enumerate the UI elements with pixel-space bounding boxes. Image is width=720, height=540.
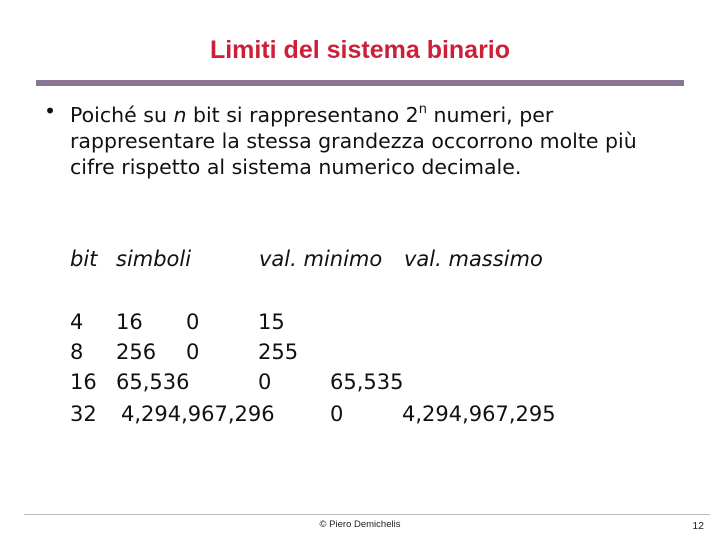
table-cell-max: 4,294,967,295 <box>402 402 556 426</box>
table-cell-max: 15 <box>258 310 285 334</box>
bullet-variable-n: n <box>173 102 187 127</box>
title-divider <box>36 80 684 86</box>
bullet-text-part: Poiché su <box>70 102 174 127</box>
bullet-text-part: numeri, per rappresentare la stessa grandezza occorrono molte più cifre rispetto al sistema numerico decimale. <box>70 102 637 179</box>
table-cell-max: 255 <box>258 340 299 364</box>
bullet-exponent: n <box>418 102 427 117</box>
slide-title: Limiti del sistema binario <box>209 36 511 64</box>
table-cell-min: 0 <box>258 370 272 394</box>
bullet-text <box>70 98 684 180</box>
table-cell-symbols: 16 <box>116 310 143 334</box>
header-bit: bit <box>70 247 98 271</box>
header-max: val. massimo <box>404 247 543 271</box>
table-cell-symbols: 256 <box>116 340 157 364</box>
footer-copyright: © Piero Demichelis <box>319 519 401 530</box>
page-number: 12 <box>692 520 704 532</box>
bullet-text-part: bit si rappresentano 2 <box>186 102 419 127</box>
table-cell-bit: 4 <box>70 310 84 334</box>
bullet-marker: • <box>44 99 57 123</box>
table-cell-max: 65,535 <box>330 370 404 394</box>
table-cell-bit: 32 <box>70 402 97 426</box>
table-cell-min: 0 <box>186 340 200 364</box>
bullet-item <box>44 98 684 180</box>
header-min: val. minimo <box>259 247 383 271</box>
table-cell-bit: 8 <box>70 340 84 364</box>
table-cell-bit: 16 <box>70 370 97 394</box>
table-cell-symbols: 4,294,967,296 <box>121 402 275 426</box>
table-cell-min: 0 <box>186 310 200 334</box>
table-cell-symbols: 65,536 <box>116 370 190 394</box>
table-cell-min: 0 <box>330 402 344 426</box>
footer-divider <box>24 514 710 515</box>
header-simboli: simboli <box>116 247 192 271</box>
